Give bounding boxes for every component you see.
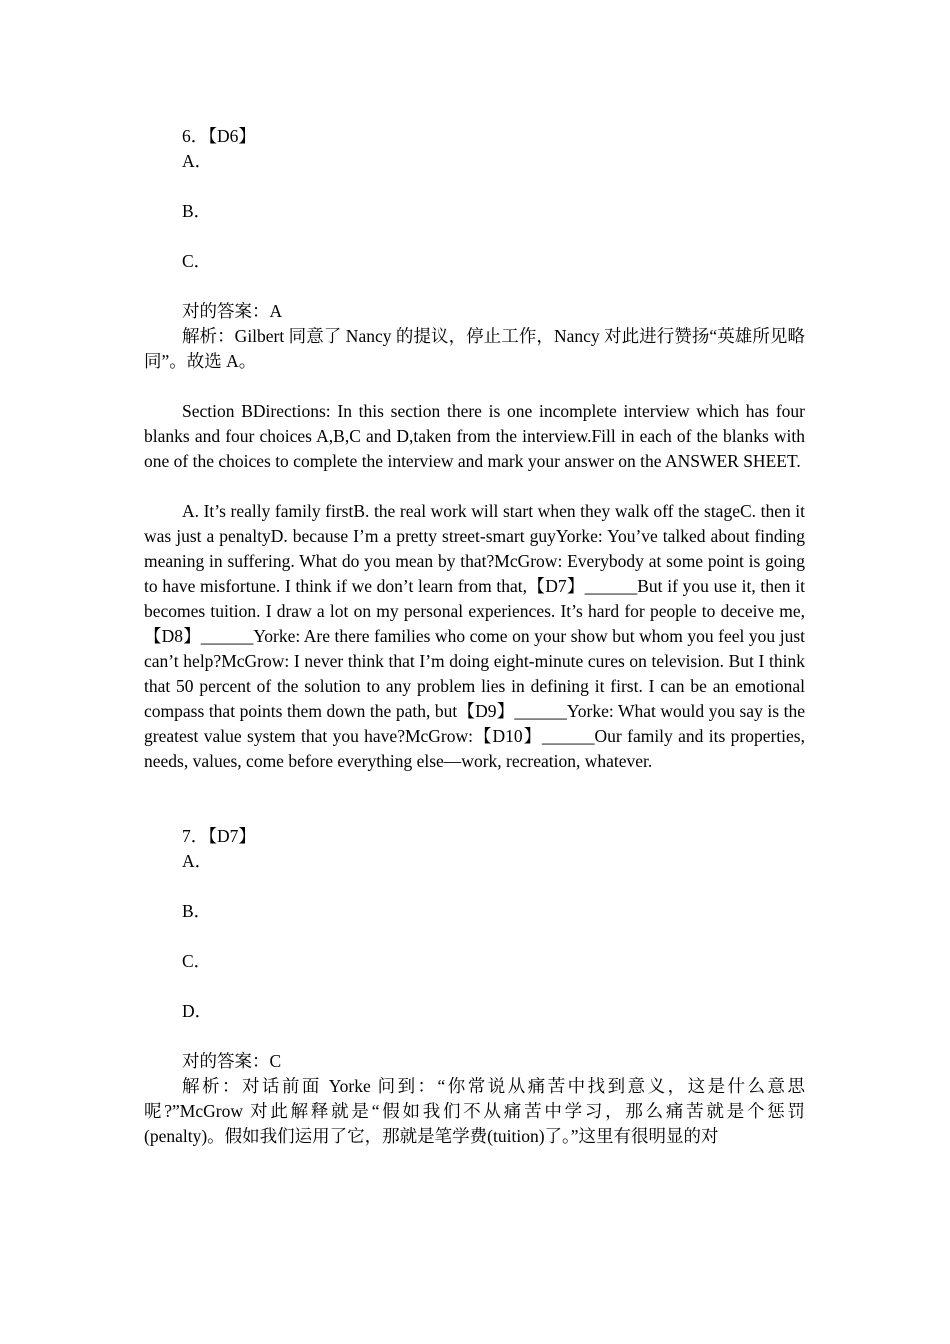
analysis: 解析：对话前面 Yorke 问到：“你常说从痛苦中找到意义，这是什么意思呢?”McGrow 对此解释就是“假如我们不从痛苦中学习，那么痛苦就是个惩罚(penalty)。假如我们运用了它，那就是笔学费(tuition)了。”这里有很明显的对 — [144, 1076, 805, 1146]
section-b-directions: Section BDirections: In this section there is one incomplete interview which has four blanks and four choices A,B,C and D,taken from the interview.Fill in each of the blanks with one of the choices to complete the interview and mark your answer on the ANSWER SHEET. — [144, 401, 805, 471]
option-c: C． — [182, 951, 212, 971]
question-title: 6．【D6】 — [182, 126, 256, 146]
document-page — [144, 124, 805, 1149]
question-6 — [144, 124, 805, 374]
option-a: A． — [182, 151, 213, 171]
correct-answer: 对的答案：C — [182, 1051, 282, 1071]
option-c: C． — [182, 251, 212, 271]
option-b: B． — [182, 901, 212, 921]
question-title: 7．【D7】 — [182, 826, 256, 846]
interview-passage: A. It’s really family firstB. the real work will start when they walk off the stageC. then it was just a penaltyD. because I’m a pretty street-smart guyYorke: You’ve talked about finding meaning in suffering. What do you mean by that?McGrow: Everybody at some point is going to have misfortune. I think if we don’t learn from that,【D7】______But if you use it, then it becomes tuition. I draw a lot on my personal experiences. It’s hard for people to deceive me,【D8】______Yorke: Are there families who come on your show but whom you feel you just can’t help?McGrow: I never think that I’m doing eight-minute cures on television. But I think that 50 percent of the solution to any problem lies in defining it first. I can be an emotional compass that points them down the path, but【D9】______Yorke: What would you say is the greatest value system that you have?McGrow:【D10】______Our family and its properties, needs, values, come before everything else—work, recreation, whatever. — [144, 501, 805, 771]
option-b: B． — [182, 201, 212, 221]
correct-answer: 对的答案：A — [182, 301, 283, 321]
option-a: A． — [182, 851, 213, 871]
question-7 — [144, 824, 805, 1149]
analysis: 解析：Gilbert 同意了 Nancy 的提议，停止工作，Nancy 对此进行赞扬“英雄所见略同”。故选 A。 — [144, 326, 805, 371]
option-d: D． — [182, 1001, 213, 1021]
